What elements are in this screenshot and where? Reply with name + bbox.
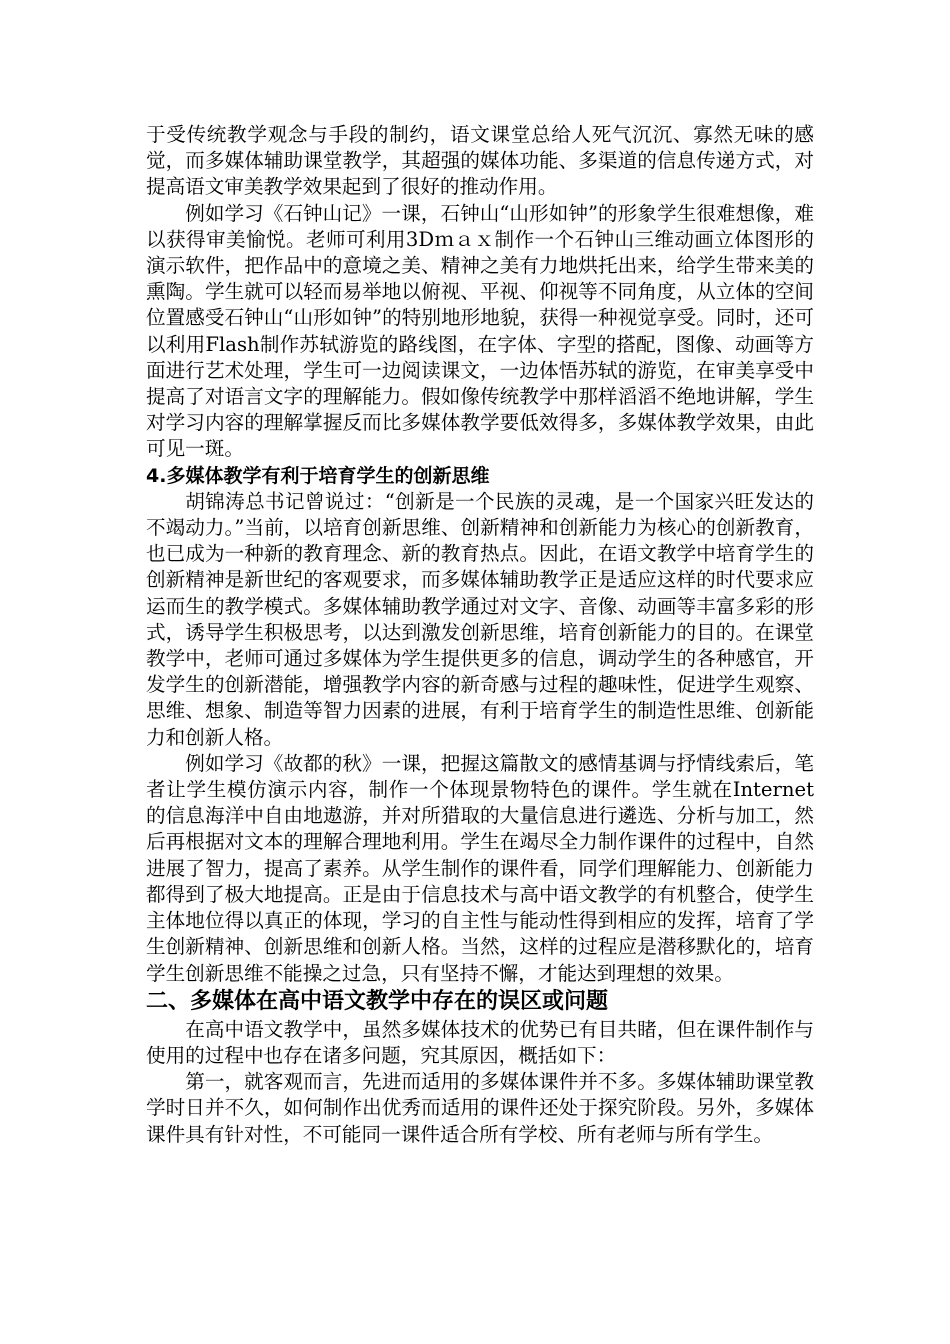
paragraph-innovation: 胡锦涛总书记曾说过：“创新是一个民族的灵魂，是一个国家兴旺发达的不竭动力。”当前，以培育创新思维、创新精神和创新能力为核心的创新教育，也已成为一种新的教育理念、新的教育热点。因此，在语文教学中培育学生的创新精神是新世纪的客观要求，而多媒体辅助教学正是适应这样的时代要求应运而生的教学模式。多媒体辅助教学通过对文字、音像、动画等丰富多彩的形式，诱导学生积极思考，以达到激发创新思维，培育创新能力的目的。在课堂教学中，老师可通过多媒体为学生提供更多的信息，调动学生的各种感官，开发学生的创新潜能，增强教学内容的新奇感与过程的趣味性，促进学生观察、思维、想象、制造等智力因素的进展，有利于培育学生的制造性思维、创新能力和创新人格。 (146, 489, 814, 749)
paragraph-shizhongshan-example: 例如学习《石钟山记》一课，石钟山“山形如钟”的形象学生很难想像，难以获得审美愉悦。老师可利用3Dｍａｘ制作一个石钟山三维动画立体图形的演示软件，把作品中的意境之美、精神之美有力地烘托出来，给学生带来美的熏陶。学生就可以轻而易举地以俯视、平视、仰视等不同角度，从立体的空间位置感受石钟山“山形如钟”的特别地形地貌，获得一种视觉享受。同时，还可以利用Flash制作苏轼游览的路线图，在字体、字型的搭配，图像、动画等方面进行艺术处理，学生可一边阅读课文，一边体悟苏轼的游览，在审美享受中提高了对语言文字的理解能力。假如像传统教学中那样滔滔不绝地讲解，学生对学习内容的理解掌握反而比多媒体教学要低效得多，多媒体教学效果，由此可见一斑。 (146, 201, 814, 461)
paragraph-gudu-example: 例如学习《故都的秋》一课，把握这篇散文的感情基调与抒情线索后，笔者让学生模仿演示内容，制作一个体现景物特色的课件。学生就在Internet的信息海洋中自由地遨游，并对所猎取的大量信息进行遴选、分析与加工，然后再根据对文本的理解合理地利用。学生在竭尽全力制作课件的过程中，自然进展了智力，提高了素养。从学生制作的课件看，同学们理解能力、创新能力都得到了极大地提高。正是由于信息技术与高中语文教学的有机整合，使学生主体地位得以真正的体现，学习的自主性与能动性得到相应的发挥，培育了学生创新精神、创新思维和创新人格。当然，这样的过程应是潜移默化的，培育学生创新思维不能操之过急，只有坚持不懈，才能达到理想的效果。 (146, 751, 814, 985)
section-heading-4: 4.多媒体教学有利于培育学生的创新思维 (146, 464, 490, 487)
paragraph-intro-continued: 于受传统教学观念与手段的制约，语文课堂总给人死气沉沉、寡然无味的感觉，而多媒体辅助课堂教学，其超强的媒体功能、多渠道的信息传递方式，对提高语文审美教学效果起到了很好的推动作用。 (146, 123, 814, 199)
section-heading-2: 二、多媒体在高中语文教学中存在的误区或问题 (146, 988, 609, 1014)
paragraph-first-problem: 第一，就客观而言，先进而适用的多媒体课件并不多。多媒体辅助课堂教学时日并不久，如何制作出优秀而适用的课件还处于探究阶段。另外，多媒体课件具有针对性，不可能同一课件适合所有学校、所有老师与所有学生。 (146, 1070, 814, 1146)
document-page (146, 122, 814, 1148)
paragraph-problems-intro: 在高中语文教学中，虽然多媒体技术的优势已有目共睹，但在课件制作与使用的过程中也存在诸多问题，究其原因，概括如下： (146, 1017, 814, 1067)
